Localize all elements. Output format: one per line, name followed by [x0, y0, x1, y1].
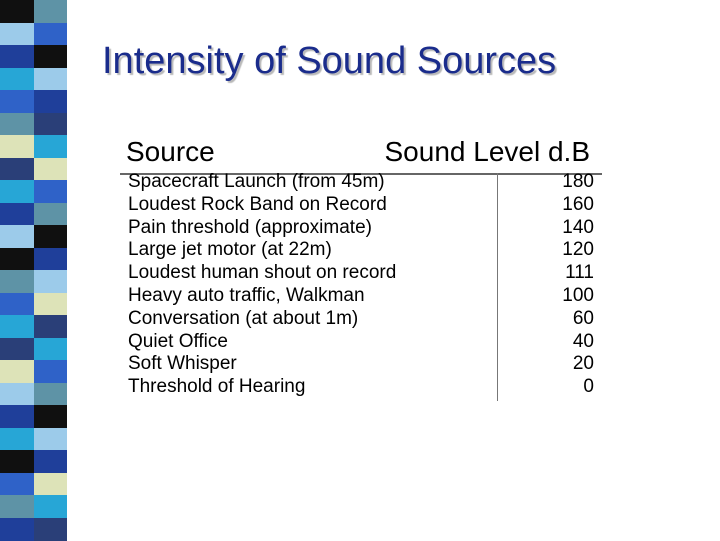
stripe-block: [0, 338, 34, 361]
stripe-block: [34, 360, 67, 383]
stripe-band: [0, 270, 67, 293]
stripe-block: [34, 405, 67, 428]
stripe-block: [0, 225, 34, 248]
stripe-band: [0, 293, 67, 316]
level-cell: 111: [565, 262, 594, 284]
stripe-block: [34, 428, 67, 451]
stripe-block: [0, 68, 34, 91]
source-cell: Heavy auto traffic, Walkman: [128, 284, 365, 306]
stripe-band: [0, 23, 67, 46]
stripe-block: [0, 518, 34, 541]
stripe-block: [34, 383, 67, 406]
stripe-block: [0, 428, 34, 451]
source-cell: Soft Whisper: [128, 353, 237, 375]
stripe-block: [0, 450, 34, 473]
stripe-block: [34, 158, 67, 181]
table-row: [128, 217, 602, 240]
level-cell: 20: [572, 353, 594, 375]
stripe-block: [34, 0, 67, 23]
stripe-band: [0, 248, 67, 271]
level-cell: 40: [572, 330, 594, 352]
slide-title: Intensity of Sound Sources: [102, 40, 557, 82]
stripe-block: [34, 180, 67, 203]
stripe-band: [0, 203, 67, 226]
table-row: [128, 171, 602, 194]
stripe-block: [0, 23, 34, 46]
stripe-band: [0, 360, 67, 383]
stripe-block: [34, 495, 67, 518]
stripe-block: [0, 293, 34, 316]
level-cell: 140: [562, 216, 594, 238]
stripe-block: [0, 0, 34, 23]
stripe-block: [0, 495, 34, 518]
stripe-band: [0, 225, 67, 248]
stripe-block: [34, 225, 67, 248]
stripe-band: [0, 338, 67, 361]
stripe-block: [34, 315, 67, 338]
decorative-side-stripe: [0, 0, 67, 540]
stripe-block: [0, 45, 34, 68]
stripe-band: [0, 180, 67, 203]
source-cell: Conversation (at about 1m): [128, 307, 359, 329]
stripe-band: [0, 495, 67, 518]
source-cell: Spacecraft Launch (from 45m): [128, 171, 385, 192]
stripe-band: [0, 135, 67, 158]
level-cell: 180: [562, 171, 594, 192]
level-cell: 120: [562, 239, 594, 261]
stripe-band: [0, 405, 67, 428]
stripe-block: [34, 113, 67, 136]
stripe-band: [0, 473, 67, 496]
table-row: [128, 308, 602, 331]
stripe-band: [0, 90, 67, 113]
table-row: [128, 239, 602, 262]
stripe-block: [34, 135, 67, 158]
stripe-block: [0, 360, 34, 383]
table-row: [128, 376, 602, 399]
stripe-block: [34, 248, 67, 271]
stripe-block: [34, 68, 67, 91]
table-row: [128, 353, 602, 376]
stripe-band: [0, 158, 67, 181]
stripe-block: [34, 338, 67, 361]
source-cell: Large jet motor (at 22m): [128, 239, 332, 261]
stripe-block: [0, 405, 34, 428]
stripe-block: [34, 473, 67, 496]
level-cell: 60: [572, 307, 594, 329]
stripe-band: [0, 383, 67, 406]
stripe-block: [0, 315, 34, 338]
level-cell: 160: [562, 193, 594, 215]
level-cell: 0: [583, 376, 594, 398]
stripe-block: [34, 23, 67, 46]
column-header-sound-level: Sound Level d.B: [384, 136, 590, 167]
stripe-block: [0, 270, 34, 293]
stripe-block: [0, 248, 34, 271]
source-cell: Loudest Rock Band on Record: [128, 193, 387, 215]
sound-level-table: [120, 136, 602, 402]
stripe-block: [0, 158, 34, 181]
table-row: [128, 285, 602, 308]
stripe-block: [34, 203, 67, 226]
stripe-block: [34, 518, 67, 541]
stripe-band: [0, 315, 67, 338]
source-cell: Pain threshold (approximate): [128, 216, 372, 238]
stripe-block: [0, 113, 34, 136]
table-row: [128, 194, 602, 217]
stripe-block: [0, 135, 34, 158]
level-cell: 100: [562, 284, 594, 306]
stripe-band: [0, 113, 67, 136]
stripe-block: [34, 293, 67, 316]
table-row: [128, 331, 602, 354]
stripe-block: [34, 270, 67, 293]
column-header-source: Source: [126, 136, 215, 167]
stripe-band: [0, 68, 67, 91]
source-cell: Loudest human shout on record: [128, 262, 397, 284]
stripe-band: [0, 518, 67, 541]
stripe-band: [0, 45, 67, 68]
source-cell: Quiet Office: [128, 330, 228, 352]
stripe-block: [0, 473, 34, 496]
stripe-band: [0, 450, 67, 473]
stripe-band: [0, 0, 67, 23]
stripe-block: [34, 90, 67, 113]
stripe-block: [34, 450, 67, 473]
stripe-block: [0, 203, 34, 226]
stripe-block: [0, 180, 34, 203]
stripe-block: [0, 383, 34, 406]
table-body: [128, 171, 602, 399]
stripe-block: [34, 45, 67, 68]
table-row: [128, 262, 602, 285]
stripe-band: [0, 428, 67, 451]
source-cell: Threshold of Hearing: [128, 376, 306, 398]
stripe-block: [0, 90, 34, 113]
